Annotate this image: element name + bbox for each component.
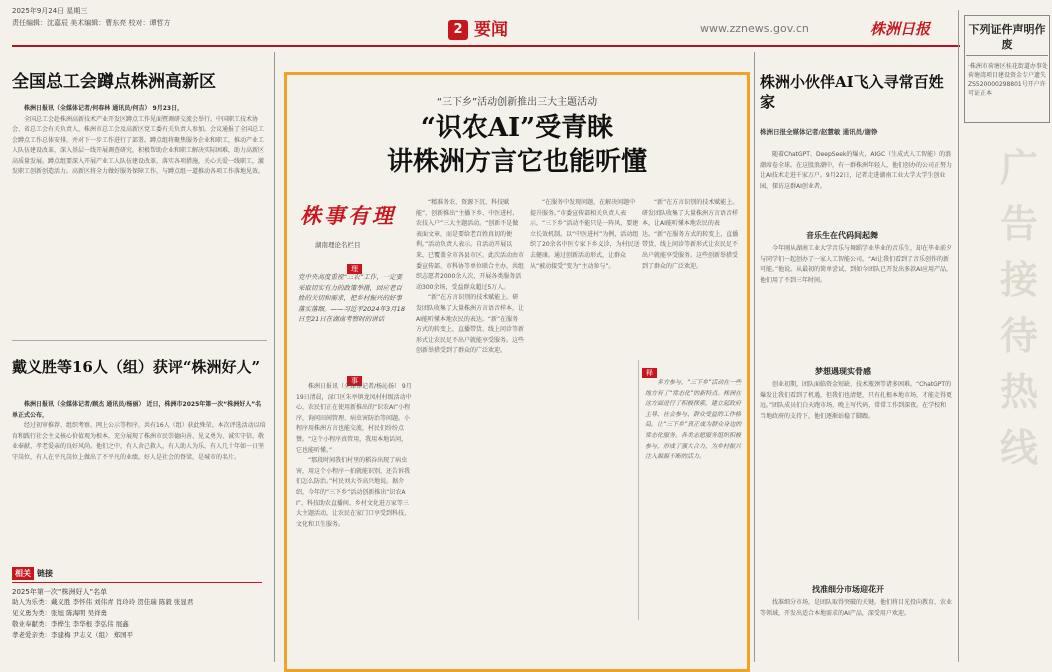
tag-shi2-wrap [642, 360, 657, 379]
right-sub2-body [760, 380, 952, 576]
column-divider-right [754, 52, 755, 662]
feature-col2b-text: “新”在方言识别的技术赋能上。研发团队收集了大量株洲方言语音样本，让AI能听懂本地农民的表达。“新”在服务方式的转变上，直播带货、线上问诊等新形式让农民足不出户就能享受服务。这些创新举措受到了群众的广泛欢迎。 [416, 294, 524, 355]
feature-kicker: “三下乡”活动创新推出三大主题活动 [436, 97, 598, 108]
right-sub1-text: 今年刚从湖南工业大学音乐与舞蹈学业毕业的音乐生，却在毕业前夕与同学们一起创办了一家人工智能公司。“AI让我们看到了音乐创作的新可能。”他说。从最初的简单尝试，到如今团队已开发出多款AI应用产品，他们用了不到三年时间。 [760, 245, 952, 284]
feature-title-line1: “识农AI”受青睐 [420, 113, 614, 143]
article1-byline: 株洲日报讯（全媒体记者/何春林 通讯员/何吉） 9月23日， [24, 105, 184, 112]
newspaper-logo: 株洲日报 [870, 20, 931, 38]
feature-col2-text: “精准务农、资源下沉、科技赋能”，创新推出“主播下乡、中医进村、农技入户”三大主题活动。“创新不是做表面文章，而是要给老百姓真切的便利。”活动负责人表示。自活动开展以来，已覆盖全市各县市区。此次活动由市委宣传部、市科协等单位联合主办，共组织志愿者2000余人次，开展各类服务活动300余场，受益群众超过5万人。 [416, 199, 524, 291]
right-subhead1: 音乐生在代码间起舞 [806, 231, 878, 240]
feature-col2 [416, 198, 524, 652]
right-intro-text: 随着ChatGPT、DeepSeek的爆火，AIGC（生成式人工智能）的浪潮席卷全球。在这股浪潮中，有一群株洲年轻人，他们创办的公司正努力让AI技术走进千家万户。9月22日，记者走进湖南工业大学大学生创业园，探访这群AI创业者。 [760, 151, 952, 190]
related-underline [12, 582, 262, 583]
right-subhead2: 梦想遇现实骨感 [815, 367, 871, 376]
article1-title: 全国总工会蹲点株洲高新区 [12, 72, 216, 92]
related-label: 链接 [37, 569, 53, 578]
related-row: 敬业奉献类：李桦生 李华根 李弘伟 展鑫 [12, 620, 129, 628]
feature-inner-divider [638, 360, 639, 620]
section-number-badge: 2 [448, 20, 468, 40]
right-sub1-body [760, 244, 952, 364]
column-calligraphy-logo: 株事有理 [300, 204, 396, 228]
date-line: 2025年9月24日 星期三 [12, 7, 88, 15]
leader-quote: 党中央高度重视“三农”工作，一定要采取切实有力的政策举措，回应老百姓的关切和需求，把乡村振兴的好事落实落细。——习近平2024年3月18日至21日在湖南考察时的讲话 [298, 273, 405, 323]
article1-text: 全国总工会赴株洲高新技术产业开发区蹲点工作见面暨调研交流会举行。中国职工技术协会、省总工会有关负责人，株洲市总工会及高新区党工委有关负责人参加。会议通报了全国总工会蹲点工作总体安排，并对下一步工作进行了部署。蹲点组将聚焦服务企业和职工，推动产业工人队伍建设改革，深入基层一线开展调查研究，积极帮助企业和职工解决实际困难，助力高新区高质量发展。蹲点组要深入开展产业工人队伍建设改革，落实各项措施，关心关爱一线职工，激发职工创新创造活力。高新区将全力做好服务保障工作，与蹲点组一道推动各项工作落地见效。 [12, 115, 265, 175]
right-sub3-text: 找准细分市场，是团队取得突破的关键。他们将目光投向教育、农业等领域，开发出适合本地需求的AI产品，深受用户欢迎。 [760, 599, 952, 617]
feature-title-line2: 讲株洲方言它也能听懂 [386, 147, 647, 177]
feature-col1-text: 株洲日报讯（全媒体记者/杨沁扬） 9月19日清晨，渌口区朱亭镇龙凤村村级活动中心，农民们正在使用新推出的“识农AI”小程序，询问田间管理、病虫害防治等问题。小程序用株洲方言也能交流，村民们纷纷点赞。“这个小程序真管用，我用本地话问，它也能听懂。” [296, 383, 412, 454]
feature-col4b-text: 多方参与，“三下乡”活动在一些地方有了“常态化”的新特点。株洲在这方面进行了积极探索，建立起政府主导、社会参与、群众受益的工作格局，让“三下乡”真正成为群众身边的常态化服务。各类志愿服务组织积极参与，形成了强大合力，为乡村振兴注入源源不断的活力。 [645, 379, 742, 461]
related-row: 助人为乐类：戴义胜 李怀伟 刘伟青 肖玲玲 贺佳瑞 陈毅 张显君 [12, 598, 194, 606]
column-name: 湖南理论名栏目 [315, 241, 361, 249]
right-byline: 株洲日报全媒体记者/赵慧敏 通讯员/谢铮 [760, 128, 878, 136]
notice-title: 下列证件声明作废 [968, 23, 1046, 51]
notice-body: ·株洲市荷塘区桂花街道办事处荷塘湾项目建设资金专户遗失ZS520000298801号开户许可证正本 [968, 63, 1048, 97]
related-title: 2025年第一次“株洲好人”名单 [12, 588, 108, 596]
article2-body [12, 400, 267, 555]
editors-line: 责任编辑：沈嘉辰 美术编辑：曹东亮 校对：谭哲方 [12, 19, 171, 27]
ad-hotline: 广告接待热线 [1000, 145, 1039, 470]
feature-col1b-text: “那段时间我们村里的稻谷出现了病虫害，用这个小程序一拍就能识别，还告诉我们怎么防治。”村民刘大爷高兴地说。据介绍，今年的“三下乡”活动创新推出“识农AI”、科技助农直播间、乡村文化进万家等三大主题活动，让农民在家门口享受到科技、文化和卫生服务。 [296, 457, 411, 528]
related-row: 见义勇为类：张旭 陈海明 吴祥勇 [12, 609, 108, 617]
article-divider [12, 340, 267, 341]
tag-shi: 事 [347, 376, 362, 386]
tag-li: 理 [347, 264, 362, 274]
related-tag: 相关 [12, 567, 34, 580]
column-divider-left [274, 52, 275, 662]
feature-col3 [530, 198, 640, 652]
feature-col4 [642, 198, 742, 354]
right-article-title: 株洲小伙伴AI飞入寻常百姓家 [760, 73, 944, 111]
article2-text: 经过初审推荐、组织考察、网上公示等程序，共有16人（组）获此殊荣。本次评选活动以培育和践行社会主义核心价值观为根本，充分展现了株洲市民崇德向善、见义勇为、诚实守信、敬业奉献、孝老爱亲的良好风尚。他们之中，有人舍己救人，有人助人为乐，有人几十年如一日坚守岗位，有人在平凡岗位上做出了不平凡的业绩。好人是社会的脊梁，是城市的名片。 [12, 422, 266, 461]
feature-col4b [645, 378, 743, 652]
related-box [12, 561, 262, 641]
right-sub2-text: 创业初期，团队面临资金短缺、技术瓶颈等诸多困难。“ChatGPT的爆发让我们看到了机遇，但我们也清楚，只有扎根本地市场，才能走得更远。”团队成员们白天跑市场，晚上写代码，常常工作到深夜。在学校和当地政府的支持下，他们逐渐站稳了脚跟。 [760, 381, 952, 420]
right-subhead3: 找准细分市场迎花开 [812, 585, 884, 594]
right-intro [760, 150, 952, 228]
column-divider-sidebar [958, 10, 959, 662]
notice-divider [966, 55, 1048, 56]
article2-title: 戴义胜等16人（组）获评“株洲好人” [12, 358, 261, 376]
related-row: 孝老爱亲类：李建梅 尹志义（组） 郑国平 [12, 631, 134, 639]
feature-col1 [296, 382, 412, 652]
header-meta [12, 5, 170, 29]
feature-col4-text: “新”在方言识别的技术赋能上。研发团队收集了大量株洲方言语音样本，让AI能听懂本地农民的表达。“新”在服务方式的转变上，直播带货、线上问诊等新形式让农民足不出户就能享受服务。这些创新举措受到了群众的广泛欢迎。 [642, 199, 739, 270]
feature-col3-text: “在服务中发现问题，在解决问题中提升服务。”市委宣传部相关负责人表示，“三下乡”活动不能只是一阵风，要建立长效机制。以“中医进村”为例，活动组织了20余名中医专家下乡义诊，为村民送去健康。通过创新活动形式，让群众从“被动接受”变为“主动参与”。 [530, 199, 640, 270]
website-url[interactable]: www.zznews.gov.cn [700, 22, 809, 35]
section-label: 要闻 [474, 20, 508, 40]
tag-shi2: 释 [642, 368, 657, 378]
article2-byline: 株洲日报讯（全媒体记者/顾杰 通讯员/杨丽） 近日，株洲市2025年第一次“株洲好人”名单正式公布， [12, 401, 262, 419]
article1-body [12, 104, 267, 249]
right-sub3-body [760, 598, 952, 658]
header-divider [12, 45, 960, 47]
